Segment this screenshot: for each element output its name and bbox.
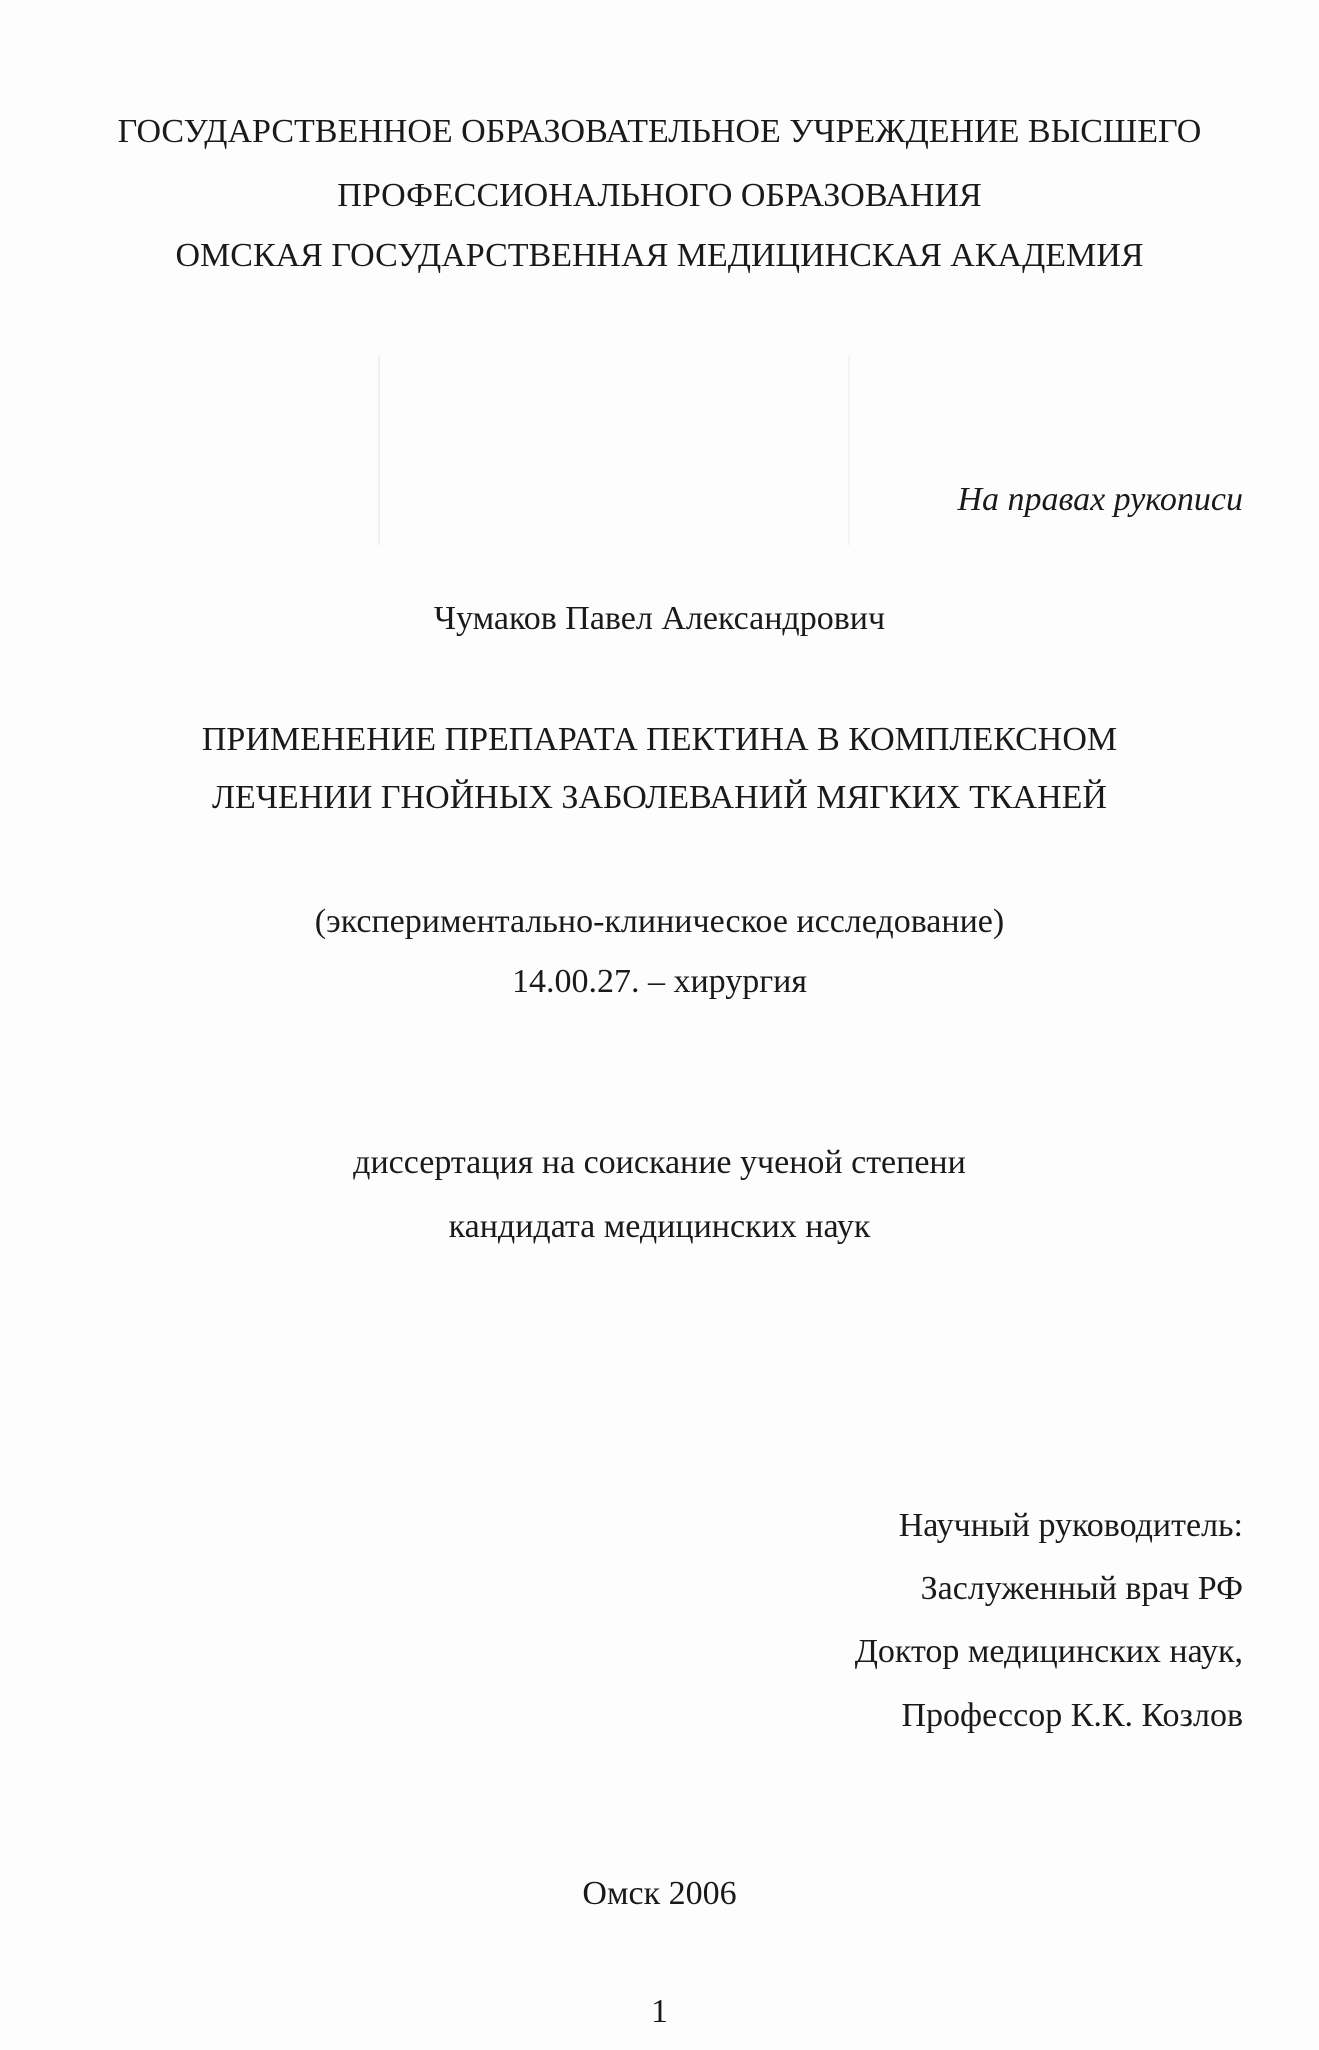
title-line-1: ПРИМЕНЕНИЕ ПРЕПАРАТА ПЕКТИНА В КОМПЛЕКСНОМ	[201, 721, 1118, 758]
supervisor-line-3: Доктор медицинских наук,	[854, 1633, 1243, 1670]
institution-line-3: ОМСКАЯ ГОСУДАРСТВЕННАЯ МЕДИЦИНСКАЯ АКАДЕМИЯ	[175, 237, 1144, 274]
supervisor-line-4: Профессор К.К. Козлов	[901, 1697, 1243, 1734]
institution-line-1: ГОСУДАРСТВЕННОЕ ОБРАЗОВАТЕЛЬНОЕ УЧРЕЖДЕНИЕ ВЫСШЕГО	[117, 113, 1202, 150]
title-line-2: ЛЕЧЕНИИ ГНОЙНЫХ ЗАБОЛЕВАНИЙ МЯГКИХ ТКАНЕЙ	[212, 779, 1107, 816]
manuscript-note: На правах рукописи	[957, 481, 1243, 518]
supervisor-line-2: Заслуженный врач РФ	[920, 1570, 1243, 1607]
specialty: 14.00.27. – хирургия	[511, 963, 808, 1000]
bleed-through-frame	[378, 355, 850, 545]
author-name: Чумаков Павел Александрович	[433, 600, 886, 637]
degree-line-1: диссертация на соискание ученой степени	[353, 1144, 966, 1181]
page-number: 1	[651, 1993, 668, 2030]
institution-line-2: ПРОФЕССИОНАЛЬНОГО ОБРАЗОВАНИЯ	[337, 177, 982, 214]
study-type: (экспериментально-клиническое исследование)	[314, 903, 1005, 940]
degree-line-2: кандидата медицинских наук	[448, 1208, 871, 1245]
place-year: Омск 2006	[582, 1875, 737, 1912]
supervisor-line-1: Научный руководитель:	[898, 1507, 1243, 1544]
